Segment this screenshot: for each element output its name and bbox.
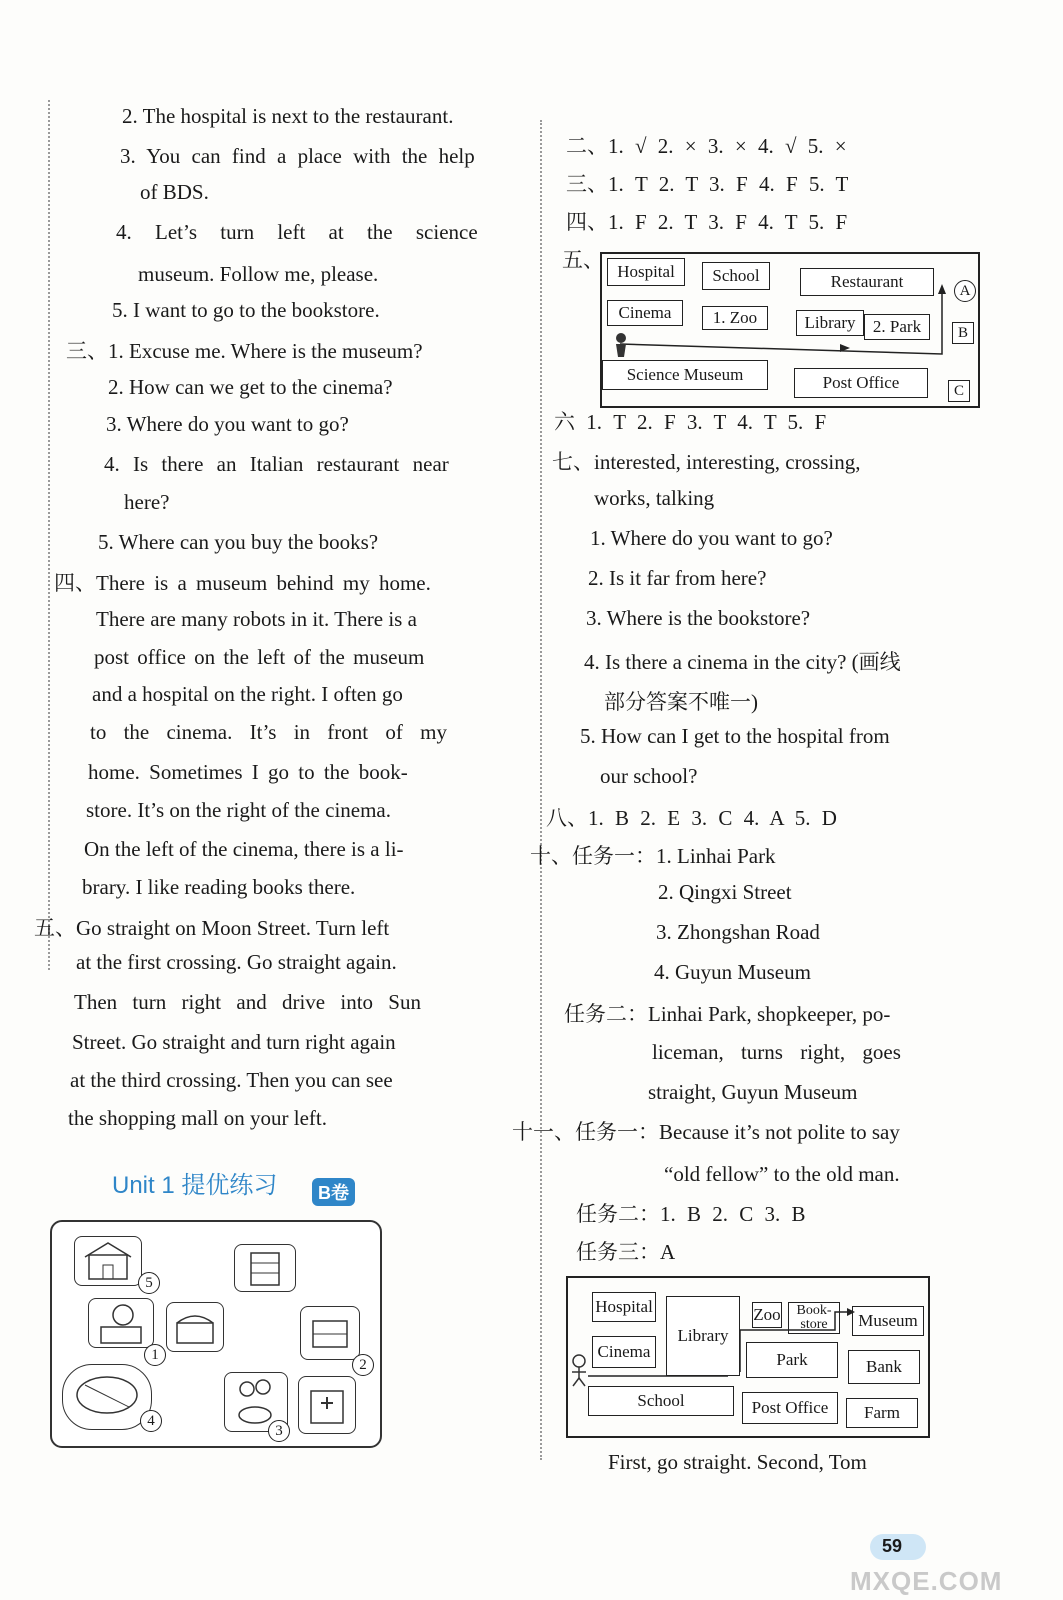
map1-route-arrow: [610, 282, 950, 362]
picture-number: 5: [138, 1272, 160, 1294]
shop-icon: [167, 1303, 223, 1351]
house-icon: [75, 1237, 141, 1285]
left-line: 5. Where can you buy the books?: [98, 530, 379, 554]
right-line: 十、任务一：1. Linhai Park: [530, 844, 776, 868]
map1-science-museum: Science Museum: [602, 360, 768, 390]
right-line: 任务二：1. B 2. C 3. B: [576, 1202, 806, 1226]
map2-route-path: [735, 1300, 865, 1380]
left-line: brary. I like reading books there.: [82, 875, 356, 899]
left-line: 5. I want to go to the bookstore.: [112, 298, 380, 322]
right-line: 四、1. F 2. T 3. F 4. T 5. F: [566, 210, 848, 234]
map1-hospital: Hospital: [607, 258, 685, 286]
shop-picture: [166, 1302, 224, 1352]
map1-park: 2. Park: [864, 314, 930, 340]
house-picture: [74, 1236, 142, 1286]
right-line: First, go straight. Second, Tom: [608, 1450, 867, 1474]
left-line: 三、1. Excuse me. Where is the museum?: [66, 339, 423, 363]
park-picture: [62, 1364, 152, 1430]
map2-zoo: Zoo: [752, 1302, 782, 1328]
left-line: 3. You can find a place with the help: [120, 144, 475, 168]
left-line: at the third crossing. Then you can see: [70, 1068, 393, 1092]
left-line: here?: [124, 490, 170, 514]
right-line: 任务三：A: [576, 1240, 676, 1264]
left-margin-dash: [48, 100, 50, 970]
left-line: the shopping mall on your left.: [68, 1106, 327, 1130]
right-line: 六 1. T 2. F 3. T 4. T 5. F: [554, 410, 827, 434]
film-reel-icon: [89, 1299, 153, 1347]
right-line: 4. Is there a cinema in the city? (画线: [584, 650, 901, 674]
left-line: of BDS.: [140, 180, 209, 204]
center-divider-dash: [540, 120, 542, 1460]
right-line: 3. Zhongshan Road: [656, 920, 820, 944]
left-line: 2. The hospital is next to the restaurant.: [122, 104, 454, 128]
right-line: 十一、任务一：Because it’s not polite to say: [512, 1120, 900, 1144]
right-line: straight, Guyun Museum: [648, 1080, 858, 1104]
map2-bookstore: Book-store: [788, 1302, 840, 1334]
map2-library: Library: [666, 1296, 740, 1376]
picture-number: 4: [140, 1410, 162, 1432]
watermark-text: MXQE.COM: [850, 1566, 1003, 1596]
right-line: 4. Guyun Museum: [654, 960, 811, 984]
map1-cinema: Cinema: [607, 300, 683, 326]
map1-mark-b: B: [952, 322, 974, 344]
left-line: 3. Where do you want to go?: [106, 412, 349, 436]
library-picture: [300, 1306, 360, 1360]
person-icon: [568, 1354, 590, 1388]
map2-hospital: Hospital: [592, 1292, 656, 1322]
unit-title: Unit 1 提优练习: [112, 1172, 278, 1199]
left-line: museum. Follow me, please.: [138, 262, 379, 286]
map2-post-office: Post Office: [742, 1392, 838, 1424]
right-line: 任务二：Linhai Park, shopkeeper, po-: [564, 1002, 891, 1026]
left-line: store. It’s on the right of the cinema.: [86, 798, 392, 822]
left-line: at the first crossing. Go straight again.: [76, 950, 397, 974]
left-line: 4. Is there an Italian restaurant near: [104, 452, 449, 476]
picture-number: 2: [352, 1354, 374, 1376]
map1-school: School: [702, 262, 770, 290]
map2-farm: Farm: [846, 1398, 918, 1428]
right-line: 1. Where do you want to go?: [590, 526, 833, 550]
right-line: 八、1. B 2. E 3. C 4. A 5. D: [546, 806, 837, 830]
left-line: home. Sometimes I go to the book-: [88, 760, 408, 784]
hospital-building-icon: [299, 1377, 355, 1433]
right-line: liceman, turns right, goes: [652, 1040, 901, 1064]
left-line: 4. Let’s turn left at the science: [116, 220, 478, 244]
map2-school: School: [588, 1386, 734, 1416]
left-line: post office on the left of the museum: [94, 645, 425, 669]
map2-cinema: Cinema: [592, 1336, 656, 1368]
hospital-picture: [298, 1376, 356, 1434]
right-line: 三、1. T 2. T 3. F 4. F 5. T: [566, 172, 849, 196]
right-line: “old fellow” to the old man.: [664, 1162, 900, 1186]
map1-mark-c: C: [948, 380, 970, 402]
left-line: 五、Go straight on Moon Street. Turn left: [34, 916, 390, 940]
cinema-picture: [88, 1298, 154, 1348]
map1-restaurant: Restaurant: [800, 268, 934, 296]
right-line: 3. Where is the bookstore?: [586, 606, 811, 630]
tree-icon: [63, 1365, 151, 1429]
map2-park: Park: [746, 1342, 838, 1378]
map1-library: Library: [796, 310, 864, 336]
left-line: 四、There is a museum behind my home.: [54, 571, 431, 595]
left-line: Then turn right and drive into Sun: [74, 990, 421, 1014]
right-line: 部分答案不唯一): [604, 690, 758, 714]
left-line: On the left of the cinema, there is a li-: [84, 837, 404, 861]
right-line: works, talking: [594, 486, 715, 510]
left-line: to the cinema. It’s in front of my: [90, 720, 447, 744]
left-line: There are many robots in it. There is a: [96, 607, 417, 631]
right-line: 2. Qingxi Street: [658, 880, 792, 904]
picture-number: 1: [144, 1344, 166, 1366]
map2-bank: Bank: [848, 1350, 920, 1384]
left-line: and a hospital on the right. I often go: [92, 682, 403, 706]
left-line: 2. How can we get to the cinema?: [108, 375, 393, 399]
right-line: 五、: [562, 248, 604, 272]
right-line: our school?: [600, 764, 698, 788]
picture-number: 3: [268, 1420, 290, 1442]
building-icon: [235, 1245, 295, 1291]
left-line: Street. Go straight and turn right again: [72, 1030, 396, 1054]
map2-route-arrow: [588, 1310, 728, 1380]
building-picture: [234, 1244, 296, 1292]
unit-badge: B卷: [312, 1178, 355, 1206]
right-line: 5. How can I get to the hospital from: [580, 724, 890, 748]
page-number: 59: [882, 1536, 903, 1556]
right-line: 2. Is it far from here?: [588, 566, 767, 590]
map1-post-office: Post Office: [794, 368, 928, 398]
person-icon: [610, 332, 632, 358]
right-line: 二、1. √ 2. × 3. × 4. √ 5. ×: [566, 134, 847, 158]
books-icon: [301, 1307, 359, 1359]
map1-zoo: 1. Zoo: [702, 306, 768, 330]
map2-museum: Museum: [852, 1306, 924, 1336]
map1-mark-a: A: [954, 280, 976, 302]
right-line: 七、interested, interesting, crossing,: [552, 450, 861, 474]
